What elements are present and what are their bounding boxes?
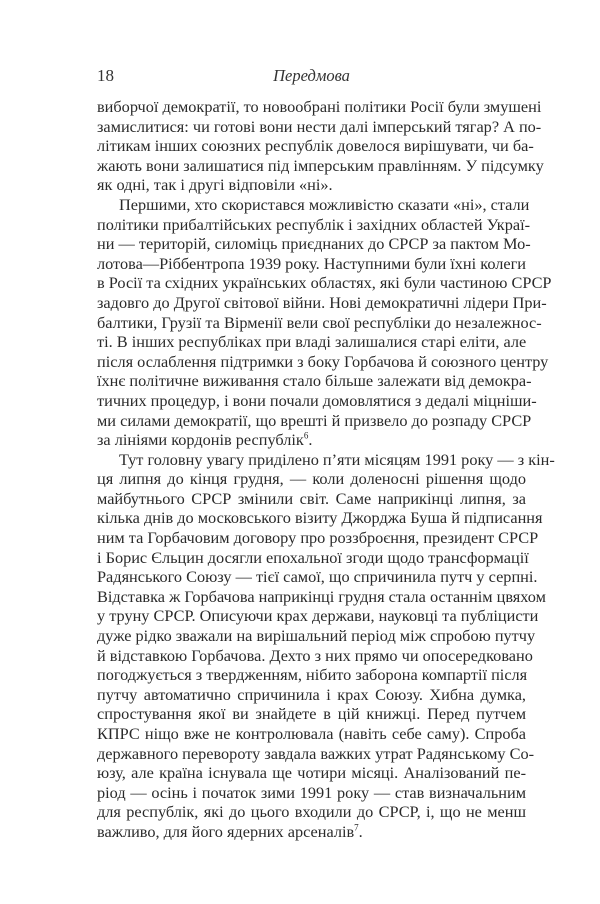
text-line: для республік, які до цього входили до СРСР, і, що не менш xyxy=(97,802,526,822)
text-line: КПРС ніщо вже не контролювала (навіть себе саму). Спроба xyxy=(97,724,526,743)
text-line: путчу автоматично спричинила і крах Союзу. Хибна думка, xyxy=(97,684,526,704)
text-line: майбутнього СРСР змінили світ. Саме наприкінці липня, за xyxy=(97,488,526,508)
text-line: ті. В інших республіках при владі залишалися старі еліти, але xyxy=(97,332,527,352)
running-title: Передмова xyxy=(273,66,350,85)
text-line: юзу, але країна існувала ще чотири місяці. Аналізований пе- xyxy=(97,763,526,783)
text-line: ним та Горбачовим договору про роззброєння, президент СРСР xyxy=(97,528,539,548)
text-line: Тут головну увагу приділено п’яти місяцям 1991 року — з кін- xyxy=(119,449,555,469)
text-line: як одні, так і другі відповіли «ні». xyxy=(97,175,333,195)
text-line-with-footnote: за лініями кордонів республік$^6$. xyxy=(97,430,313,450)
text-line: ни — територій, силоміць приєднаних до СРСР за пактом Мо- xyxy=(97,234,531,254)
text-line: Радянського Союзу — тієї самої, що спричинила путч у серпні. xyxy=(97,567,538,587)
body-text xyxy=(97,97,555,842)
text-line-with-footnote: важливо, для його ядерних арсеналів$^7$. xyxy=(97,821,363,841)
text-line: у труну СРСР. Описуючи крах держави, науковці та публіцисти xyxy=(97,606,539,626)
paragraph-1 xyxy=(97,97,544,195)
text-line: ми силами демократії, що врешті й призвело до розпаду СРСР xyxy=(97,410,532,430)
paragraph-2 xyxy=(97,194,552,450)
text-line: кілька днів до московського візиту Джорджа Буша й підписання xyxy=(97,508,543,528)
text-line: ця липня до кінця грудня, — коли доленосні рішення щодо xyxy=(97,469,526,489)
page-header xyxy=(97,66,526,90)
text-line: після ослаблення підтримки з боку Горбачова й союзного центру xyxy=(97,351,549,371)
footnote-ref-6[interactable]: 6 xyxy=(303,430,309,441)
text-line: виборчої демократії, то новообрані політики Росії були змушені xyxy=(97,97,542,116)
page-number: 18 xyxy=(97,66,114,85)
text-line: балтики, Грузії та Вірменії вели свої республіки до незалежнос- xyxy=(97,312,542,332)
text-line: державного перевороту завдала важких утрат Радянському Со- xyxy=(97,743,535,763)
text-line: політики прибалтійських республік і західних областей Украї- xyxy=(97,214,531,234)
text-line: тичних процедур, і вони почали домовлятися з дедалі міцніши- xyxy=(97,390,537,410)
text-line: в Росії та східних українських областях, які були частиною СРСР xyxy=(97,273,552,293)
text-line: ріод — осінь і початок зими 1991 року — став визначальним xyxy=(97,782,526,802)
footnote-ref-7[interactable]: 7 xyxy=(354,822,359,833)
paragraph-3 xyxy=(97,449,555,842)
text-line: спростування якої ви знайдете в цій книжці. Перед путчем xyxy=(97,704,526,724)
text-line: жають вони залишатися під імперським правлінням. У підсумку xyxy=(97,155,544,175)
text-line: замислитися: чи готові вони нести далі імперський тягар? А по- xyxy=(97,116,542,136)
text-line: погоджується з твердженням, нібито заборона компартії після xyxy=(97,665,528,685)
text-line: задовго до Другої світової війни. Нові демократичні лідери При- xyxy=(97,292,547,312)
text-line-content: важливо, для його ядерних арсеналів xyxy=(97,821,355,841)
text-line: їхнє політичне виживання стало більше залежати від демокра- xyxy=(97,371,532,391)
text-line: й відставкою Горбачова. Дехто з них прямо чи опосередковано xyxy=(97,645,533,665)
text-line-content: за лініями кордонів республік xyxy=(97,430,304,450)
text-line: і Борис Єльцин досягли епохальної згоди щодо трансформації xyxy=(97,547,529,567)
text-line: Першими, хто скористався можливістю сказати «ні», стали xyxy=(119,194,530,214)
text-line: дуже рідко зважали на вирішальний період між спробою путчу xyxy=(97,626,536,646)
text-line: Відставка ж Горбачова наприкінці грудня стала останнім цвяхом xyxy=(97,586,546,606)
text-line: лотова—Ріббентропа 1939 року. Наступними були їхні колеги xyxy=(97,253,526,273)
text-line: літикам інших союзних республік довелося вирішувати, чи ба- xyxy=(97,136,534,156)
